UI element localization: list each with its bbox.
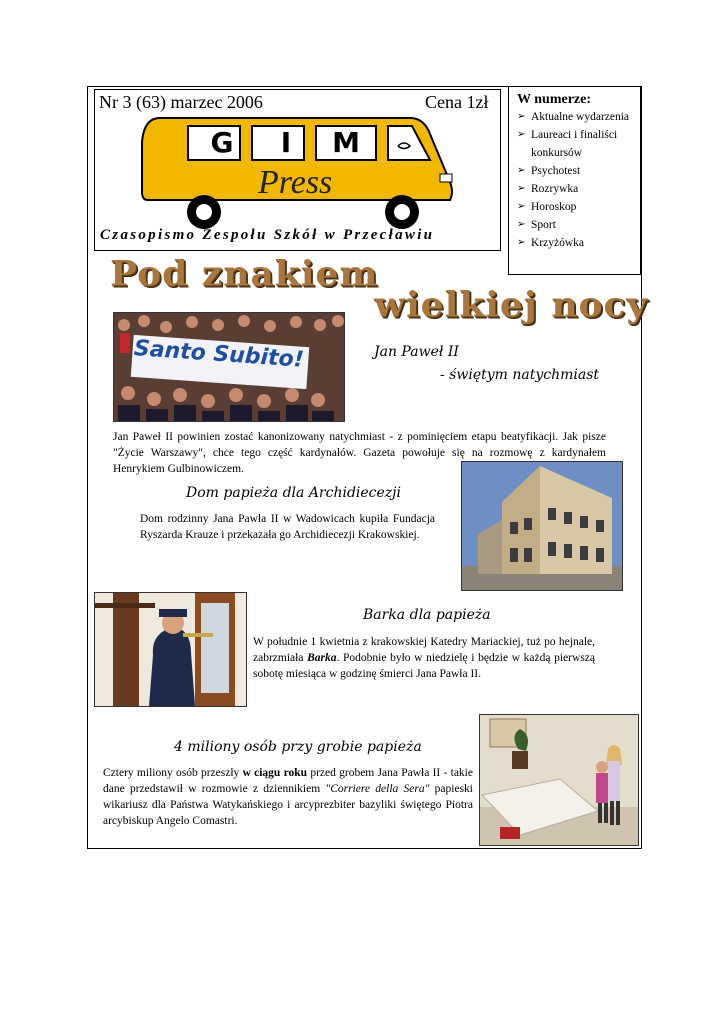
toc-item[interactable] [515, 198, 639, 216]
arrow-icon: ➢ [517, 165, 526, 176]
article1-title-line-2: - świętym natychmiast [440, 367, 600, 383]
article1-title-line-1: Jan Paweł II [374, 344, 459, 360]
banner-line-1: Pod znakiem [110, 254, 379, 294]
logo-letter-m: M [332, 126, 360, 159]
toc-item[interactable] [515, 180, 639, 198]
arrow-icon: ➢ [517, 183, 526, 194]
toc-item[interactable] [515, 216, 639, 234]
article3-body-text-end: . Podobnie było w niedzielę i będzie w każdą pierwszą sobotę miesiąca w godzinę śmierci Jana Pawła II. [253, 652, 595, 680]
tomb-illustration [480, 715, 638, 845]
article2-title: Dom papieża dla Archidiecezji [186, 485, 402, 501]
toc-item-label: Krzyżówka [531, 237, 585, 249]
article3-body-emphasis: Barka [307, 652, 337, 664]
article2-body: Dom rodzinny Jana Pawła II w Wadowicach kupiła Fundacja Ryszarda Krauze i przekazała go Archidiecezji Krakowskiej. [140, 513, 435, 541]
banner-line-2: wielkiej nocy [374, 285, 649, 325]
logo-letter-g: G [210, 126, 234, 159]
masthead-subtitle: Czasopismo Zespołu Szkół w Przecławiu [100, 227, 435, 243]
article3-title: Barka dla papieża [363, 607, 491, 623]
arrow-icon: ➢ [517, 201, 526, 212]
toc-item-label: Laureaci i finaliści konkursów [531, 129, 618, 159]
trumpeter-illustration [95, 593, 246, 706]
toc-list [515, 108, 639, 252]
toc-item-label: Horoskop [531, 201, 577, 213]
issue-price: Cena 1zł [425, 92, 489, 112]
toc-item-label: Rozrywka [531, 183, 579, 195]
arrow-icon: ➢ [517, 129, 526, 140]
logo-press: Press [258, 164, 333, 201]
toc-item[interactable] [515, 162, 639, 180]
article1-body: Jan Paweł II powinien zostać kanonizowany natychmiast - z pominięciem etapu beatyfikacji. Jak pisze "Życie Warszawy", chce tego część kardynałów. Gazeta powołuje się na rozmowę z kardynałem Henrykiem Gulbinowiczem. [113, 431, 606, 475]
toc-box [508, 87, 641, 275]
house-photo [461, 461, 623, 591]
toc-item[interactable] [515, 126, 639, 162]
article3-body-text: W południe 1 kwietnia z krakowskiej Katedry Mariackiej, tuż po hejnale, zabrzmiała [253, 636, 595, 664]
article4-body-text: Cztery miliony osób przeszły [103, 767, 243, 779]
house-illustration [462, 462, 622, 590]
article4-body-text-mid: przed grobem Jana Pawła II - takie dane przedstawił w rozmowie z dziennikiem [103, 767, 473, 795]
trumpeter-photo [94, 592, 247, 707]
logo-letter-i: I [280, 126, 292, 159]
toc-item-label: Sport [531, 219, 556, 231]
arrow-icon: ➢ [517, 111, 526, 122]
toc-item[interactable] [515, 108, 639, 126]
article4-body-emphasis: "Corriere della Sera" [325, 783, 430, 795]
toc-item-label: Psychotest [531, 165, 581, 177]
toc-item-label: Aktualne wydarzenia [531, 111, 630, 123]
article4-body-text-end: papieski wikariusz dla Państwa Watykańskiego i arcyprezbiter bazyliki świętego Piotra arcybiskup Angelo Comastri. [103, 783, 474, 827]
toc-item[interactable] [515, 234, 639, 252]
tomb-photo [479, 714, 639, 846]
arrow-icon: ➢ [517, 219, 526, 230]
issue-number: Nr 3 (63) marzec 2006 [99, 92, 263, 112]
santo-subito-sign: Santo Subito! [133, 336, 305, 373]
article4-body-bold: w ciągu roku [242, 767, 308, 779]
article4-body [103, 765, 473, 829]
article3-body [253, 634, 595, 682]
article4-title: 4 miliony osób przy grobie papieża [174, 739, 422, 755]
toc-title: W numerze: [517, 92, 591, 107]
arrow-icon: ➢ [517, 237, 526, 248]
